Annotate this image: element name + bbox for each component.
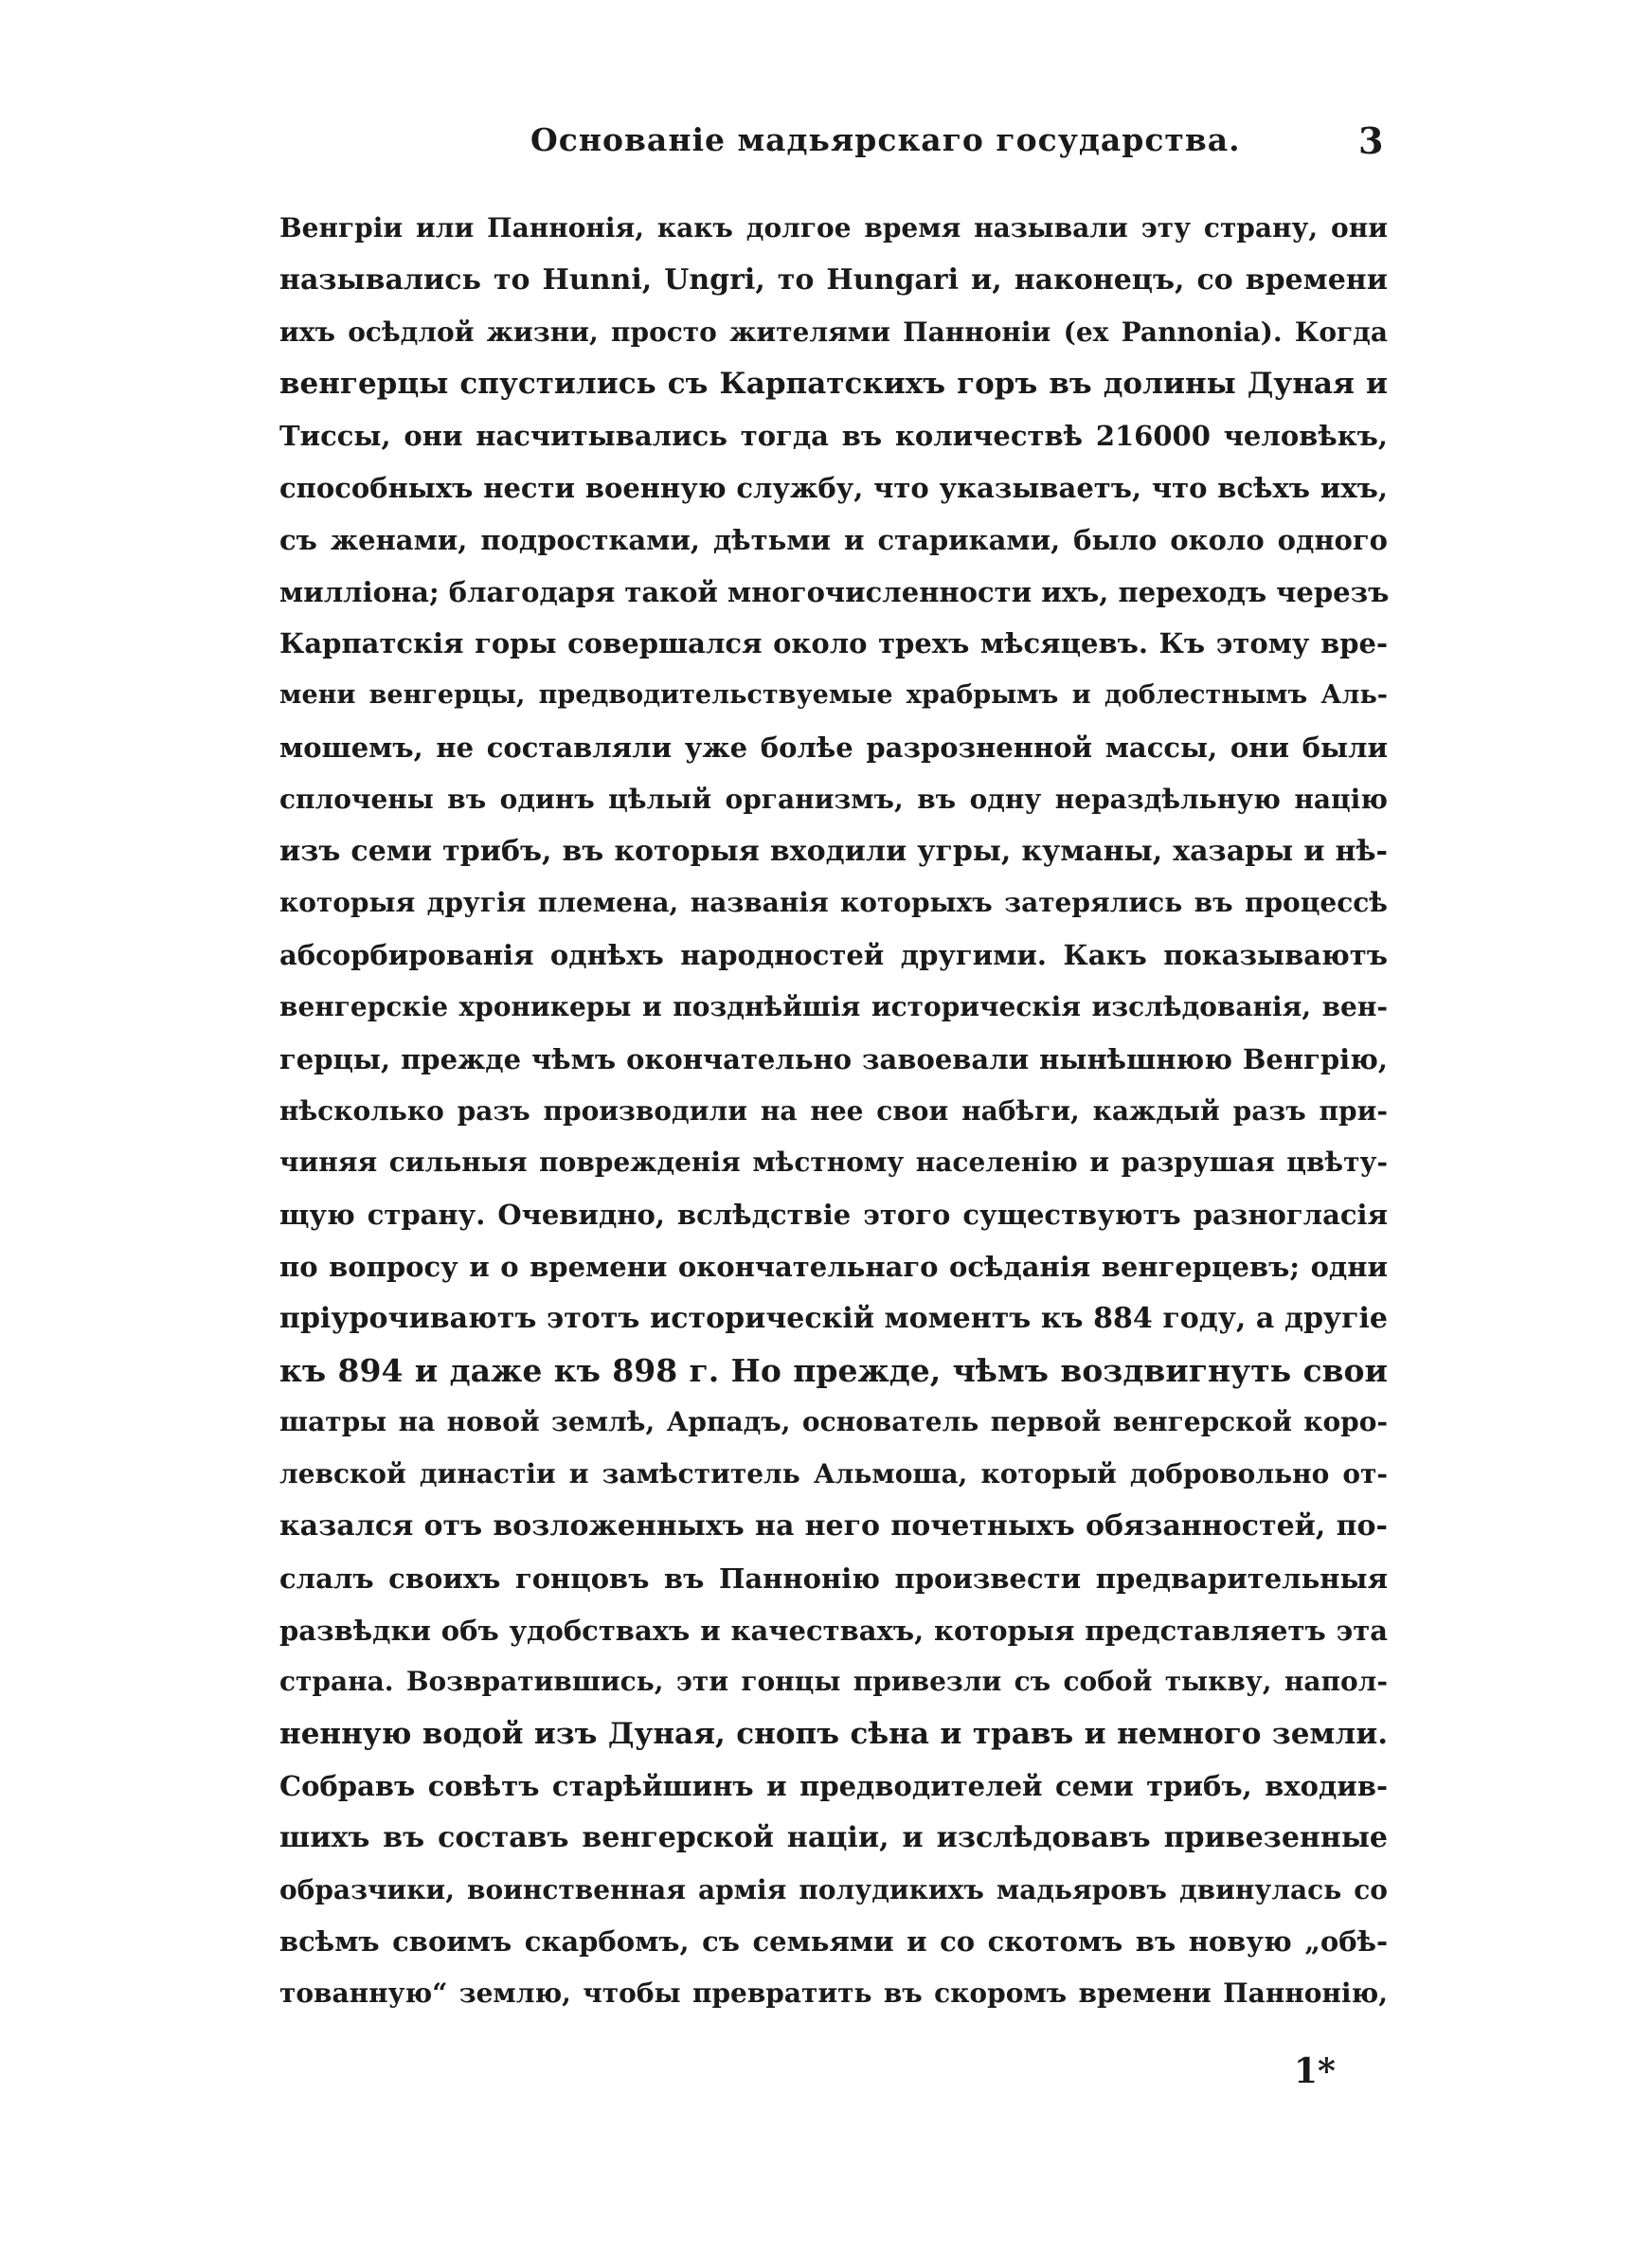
text-line: милліона; благодаря такой многочисленности ихъ, переходъ черезъ bbox=[279, 575, 1390, 608]
text-line: тованную“ землю, чтобы превратить въ скоромъ времени Паннонію, bbox=[279, 1977, 1388, 2010]
text-line: слалъ своихъ гонцовъ въ Паннонію произвести предварительныя bbox=[279, 1562, 1388, 1595]
body-text bbox=[279, 203, 1388, 2020]
text-line: мошемъ, не составляли уже болѣе разрозненной массы, они были bbox=[279, 731, 1388, 764]
text-line: образчики, воинственная армія полудикихъ мадьяровъ двинулась со bbox=[279, 1873, 1388, 1905]
text-line: по вопросу и о времени окончательнаго осѣданія венгерцевъ; одни bbox=[279, 1250, 1388, 1283]
text-line: которыя другія племена, названія которыхъ затерялись въ процессѣ bbox=[279, 887, 1388, 919]
text-line: способныхъ нести военную службу, что указываетъ, что всѣхъ ихъ, bbox=[279, 471, 1388, 504]
text-line: венгерцы спустились съ Карпатскихъ горъ въ долины Дуная и bbox=[279, 367, 1388, 402]
text-line: казался отъ возложенныхъ на него почетныхъ обязанностей, по- bbox=[279, 1508, 1388, 1543]
text-line: развѣдки объ удобствахъ и качествахъ, которыя представляетъ эта bbox=[279, 1614, 1388, 1647]
text-line: мени венгерцы, предводительствуемые храбрымъ и доблестнымъ Аль- bbox=[279, 680, 1388, 711]
text-line: шихъ въ составъ венгерской націи, и изслѣдовавъ привезенные bbox=[279, 1820, 1388, 1854]
text-line: абсорбированія однѣхъ народностей другими. Какъ показываютъ bbox=[279, 939, 1388, 972]
text-line: Собравъ совѣтъ старѣйшинъ и предводителей семи трибъ, входив- bbox=[279, 1769, 1388, 1802]
signature-mark: 1* bbox=[1294, 2051, 1336, 2091]
text-line: венгерскіе хроникеры и позднѣйшія историческія изслѣдованія, вен- bbox=[279, 990, 1388, 1022]
text-line: нѣсколько разъ производили на нее свои набѣги, каждый разъ при- bbox=[279, 1094, 1388, 1127]
text-line: левской династіи и замѣститель Альмоша, который добровольно от- bbox=[279, 1458, 1388, 1490]
text-line: чиняя сильныя поврежденія мѣстному населенію и разрушая цвѣту- bbox=[279, 1147, 1388, 1179]
text-line: изъ семи трибъ, въ которыя входили угры, куманы, хазары и нѣ- bbox=[279, 834, 1388, 868]
text-line: пріурочиваютъ этотъ историческій моментъ къ 884 году, а другіе bbox=[279, 1301, 1388, 1335]
text-line: ихъ осѣдлой жизни, просто жителями Панноніи (ех Pannonia). Когда bbox=[279, 316, 1388, 348]
text-line: ненную водой изъ Дуная, снопъ сѣна и травъ и немного земли. bbox=[279, 1717, 1388, 1752]
text-line: герцы, прежде чѣмъ окончательно завоевали нынѣшнюю Венгрію, bbox=[279, 1042, 1388, 1075]
text-line: назывались то Hunni, Ungri, то Hungari и, наконецъ, со времени bbox=[279, 262, 1388, 297]
text-line: щую страну. Очевидно, вслѣдствіе этого существуютъ разногласія bbox=[279, 1199, 1388, 1232]
page-number: 3 bbox=[1358, 119, 1384, 162]
text-line: страна. Возвратившись, эти гонцы привезли съ собой тыкву, напол- bbox=[279, 1666, 1388, 1698]
text-line: съ женами, подростками, дѣтьми и стариками, было около одного bbox=[279, 523, 1388, 556]
running-title: Основаніе мадьярскаго государства. bbox=[530, 121, 1241, 158]
text-line: Венгріи или Паннонія, какъ долгое время называли эту страну, они bbox=[279, 212, 1388, 244]
text-line: сплочены въ одинъ цѣлый организмъ, въ одну нераздѣльную націю bbox=[279, 783, 1388, 815]
text-line: всѣмъ своимъ скарбомъ, съ семьями и со скотомъ въ новую „обѣ- bbox=[279, 1925, 1388, 1959]
text-line: къ 894 и даже къ 898 г. Но прежде, чѣмъ воздвигнуть свои bbox=[279, 1351, 1388, 1389]
text-line: Тиссы, они насчитывались тогда въ количествѣ 216000 человѣкъ, bbox=[279, 420, 1388, 453]
text-line: шатры на новой землѣ, Арпадъ, основатель первой венгерской коро- bbox=[279, 1406, 1388, 1438]
text-line: Карпатскія горы совершался около трехъ мѣсяцевъ. Къ этому вре- bbox=[279, 627, 1388, 660]
